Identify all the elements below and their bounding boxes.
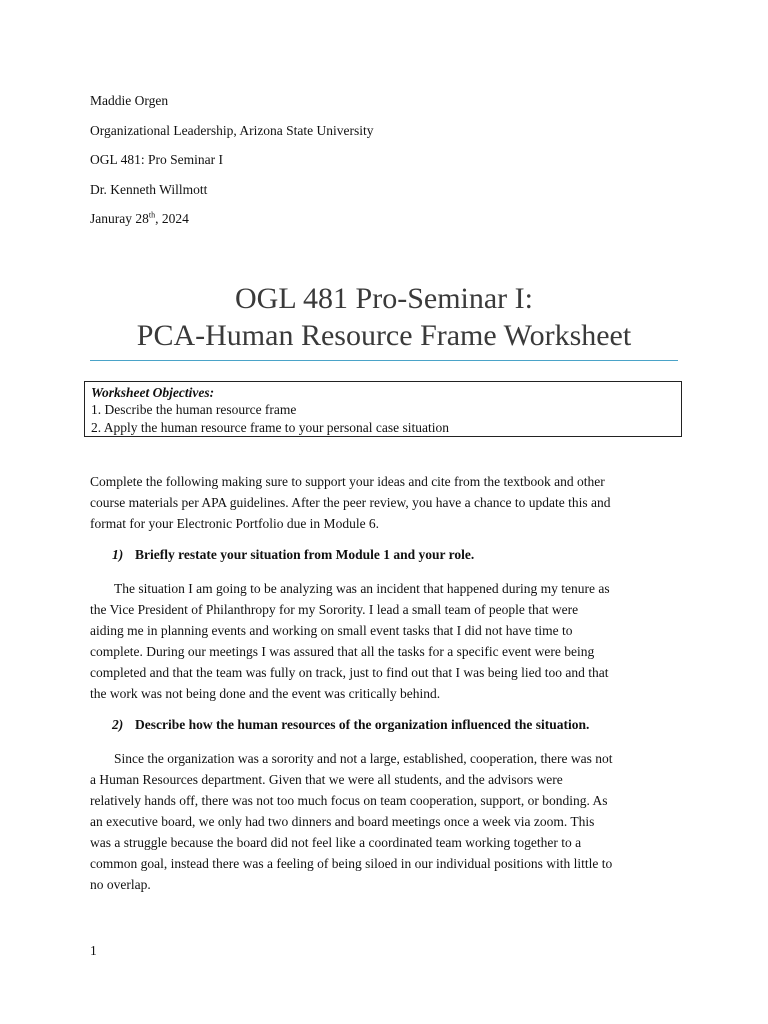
author-name: Maddie Orgen bbox=[90, 93, 169, 108]
question-1-heading bbox=[112, 546, 474, 564]
text-line: the Vice President of Philanthropy for my Sorority. I lead a small team of people that were bbox=[90, 602, 579, 617]
text-line: a Human Resources department. Given that we were all students, and the advisors were bbox=[90, 772, 563, 787]
objective-item: 1. Describe the human resource frame bbox=[91, 402, 297, 417]
title-line-1: OGL 481 Pro-Seminar I: bbox=[234, 282, 533, 315]
question-number: 2) bbox=[112, 717, 124, 732]
document-header bbox=[90, 92, 374, 240]
answer-1-paragraph bbox=[90, 578, 680, 704]
date-prefix: Januray 28 bbox=[90, 211, 149, 226]
page-number: 1 bbox=[90, 943, 97, 958]
text-line: an executive board, we only had two dinners and board meetings once a week via zoom. This bbox=[90, 814, 595, 829]
objectives-heading: Worksheet Objectives: bbox=[91, 385, 215, 400]
text-line: completed and that the team was fully on track, just to find out that I was being lied too and that bbox=[90, 665, 609, 680]
program-name: Organizational Leadership, Arizona State University bbox=[90, 122, 374, 138]
text-line: Since the organization was a sorority and not a large, established, cooperation, there was not bbox=[114, 751, 613, 766]
text-line: the work was not being done and the event was critically behind. bbox=[90, 686, 441, 701]
objectives-box bbox=[84, 381, 682, 437]
document-date bbox=[90, 210, 374, 228]
objective-item: 2. Apply the human resource frame to your personal case situation bbox=[91, 419, 450, 435]
text-line: course materials per APA guidelines. After the peer review, you have a chance to update this and bbox=[90, 495, 611, 510]
date-year: , 2024 bbox=[155, 211, 189, 226]
text-line: no overlap. bbox=[90, 877, 151, 892]
text-line: aiding me in planning events and working on small event tasks that I did not have time to bbox=[90, 623, 573, 638]
text-line: Complete the following making sure to support your ideas and cite from the textbook and other bbox=[90, 474, 605, 489]
course-name: OGL 481: Pro Seminar I bbox=[90, 152, 223, 167]
text-line: relatively hands off, there was not too much focus on team cooperation, support, or bonding. As bbox=[90, 793, 608, 808]
instructor-name: Dr. Kenneth Willmott bbox=[90, 181, 208, 197]
answer-2-paragraph bbox=[90, 748, 680, 895]
title-divider bbox=[90, 360, 678, 361]
title-line-2: PCA-Human Resource Frame Worksheet bbox=[136, 319, 632, 352]
question-text: Briefly restate your situation from Module 1 and your role. bbox=[135, 547, 475, 562]
question-2-heading bbox=[112, 716, 589, 734]
question-number: 1) bbox=[112, 547, 124, 562]
date-ordinal-suffix: th bbox=[148, 210, 156, 220]
text-line: was a struggle because the board did not feel like a coordinated team working together to a bbox=[90, 835, 582, 850]
text-line: format for your Electronic Portfolio due in Module 6. bbox=[90, 516, 380, 531]
text-line: common goal, instead there was a feeling of being siloed in our individual positions with little to bbox=[90, 856, 613, 871]
text-line: The situation I am going to be analyzing was an incident that happened during my tenure as bbox=[114, 581, 610, 596]
document-title bbox=[90, 280, 678, 354]
question-text: Describe how the human resources of the organization influenced the situation. bbox=[135, 717, 590, 732]
text-line: complete. During our meetings I was assured that all the tasks for a specific event were being bbox=[90, 644, 595, 659]
intro-paragraph bbox=[90, 471, 680, 534]
